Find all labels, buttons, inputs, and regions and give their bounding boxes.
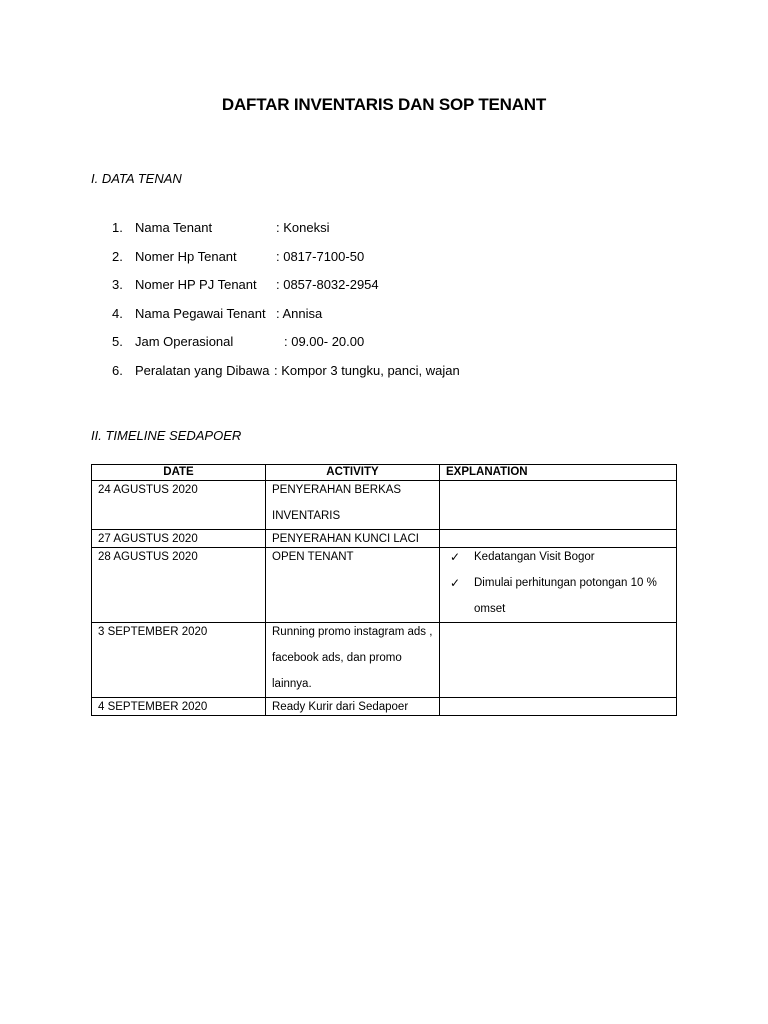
item-number: 3. (112, 277, 123, 293)
table-row (92, 481, 677, 530)
item-label: Nomer Hp Tenant (135, 248, 237, 264)
section-heading-timeline: II. TIMELINE SEDAPOER (91, 428, 242, 443)
item-label: Nama Pegawai Tenant (135, 305, 266, 321)
item-value: : 0817-7100-50 (276, 248, 365, 264)
item-value: : 09.00- 20.00 (284, 334, 365, 350)
date-text: 24 AGUSTUS 2020 (98, 484, 198, 496)
table-row (92, 548, 677, 623)
column-header-date: DATE (92, 465, 266, 481)
cell-explanation (440, 698, 677, 716)
item-label: Jam Operasional (135, 334, 234, 350)
item-label: Nomer HP PJ Tenant (135, 277, 257, 293)
timeline-table (91, 464, 677, 716)
cell-date (92, 530, 266, 548)
item-value: : Koneksi (276, 220, 330, 235)
cell-date (92, 698, 266, 716)
activity-text: OPEN TENANT (272, 551, 354, 563)
item-label: Peralatan yang Dibawa (135, 362, 270, 378)
item-number: 1. (112, 220, 123, 235)
column-header-activity: ACTIVITY (266, 465, 440, 481)
date-text: 27 AGUSTUS 2020 (98, 533, 198, 545)
activity-text: PENYERAHAN KUNCI LACI (272, 533, 419, 545)
cell-date (92, 623, 266, 698)
cell-activity (266, 481, 440, 530)
section-heading-data-tenan: I. DATA TENAN (91, 171, 182, 186)
check-icon: ✓ (450, 576, 461, 590)
cell-explanation (440, 623, 677, 698)
date-text: 28 AGUSTUS 2020 (98, 551, 198, 563)
item-number: 6. (112, 362, 123, 378)
item-value: : Kompor 3 tungku, panci, wajan (274, 362, 460, 378)
item-number: 4. (112, 305, 123, 321)
item-number: 5. (112, 334, 123, 350)
activity-text: Ready Kurir dari Sedapoer (272, 701, 409, 713)
explanation-list (446, 544, 670, 622)
item-label: Nama Tenant (135, 220, 213, 235)
list-item (450, 544, 670, 570)
explanation-text: Dimulai perhitungan potongan 10 % omset (474, 577, 657, 615)
cell-activity (266, 530, 440, 548)
cell-explanation (440, 481, 677, 530)
date-text: 3 SEPTEMBER 2020 (98, 626, 208, 638)
page-title: DAFTAR INVENTARIS DAN SOP TENANT (221, 95, 547, 114)
list-item (450, 570, 670, 622)
cell-date (92, 481, 266, 530)
check-icon: ✓ (450, 550, 461, 564)
activity-text: PENYERAHAN BERKAS INVENTARIS (272, 484, 402, 522)
activity-text: Running promo instagram ads , facebook ads, dan promo lainnya. (272, 626, 433, 690)
item-value: : 0857-8032-2954 (276, 277, 379, 293)
table-row (92, 698, 677, 716)
explanation-text: Kedatangan Visit Bogor (474, 551, 595, 563)
column-header-explanation: EXPLANATION (440, 465, 677, 481)
table-row (92, 623, 677, 698)
cell-explanation (440, 548, 677, 623)
cell-activity (266, 548, 440, 623)
date-text: 4 SEPTEMBER 2020 (98, 701, 208, 713)
cell-date (92, 548, 266, 623)
cell-activity (266, 623, 440, 698)
cell-activity (266, 698, 440, 716)
item-value: : Annisa (276, 305, 323, 321)
item-number: 2. (112, 248, 123, 264)
